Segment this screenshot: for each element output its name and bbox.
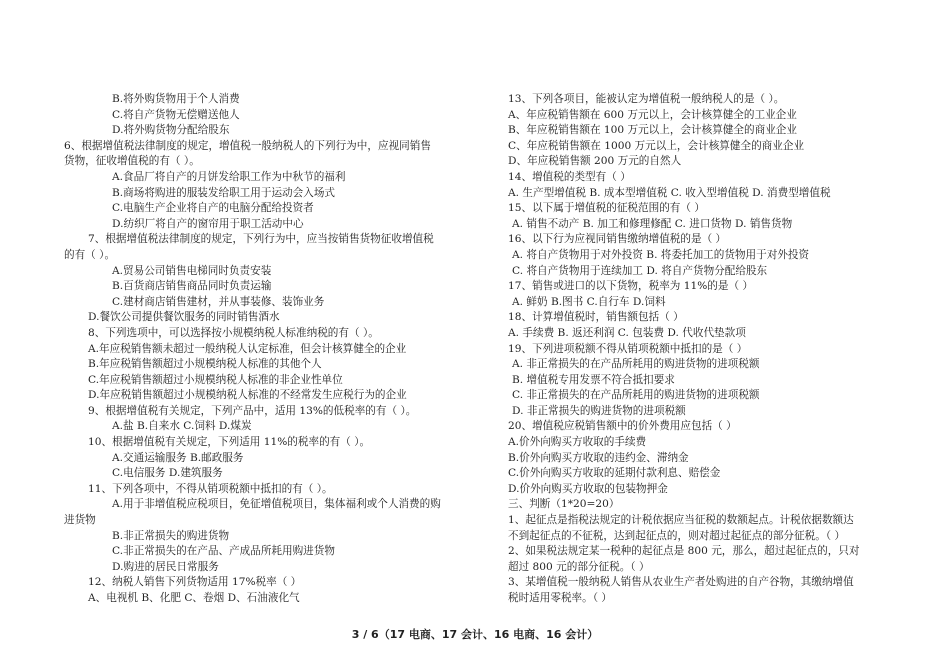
text-line: 税时适用零税率。（ ） xyxy=(508,592,613,604)
text-line: 13、下列各项目，能被认定为增值税一般纳税人的是（ ）。 xyxy=(508,93,785,105)
text-line: 货物，征收增值税的有（ ）。 xyxy=(64,155,200,168)
page-footer: 3 / 6（17 电商、17 会计、16 电商、16 会计） xyxy=(351,628,599,641)
text-line: B.将外购货物用于个人消费 xyxy=(112,93,240,105)
text-line: C.非正常损失的在产品、产成品所耗用购进货物 xyxy=(112,545,335,558)
text-line: A.食品厂将自产的月饼发给职工作为中秋节的福利 xyxy=(112,170,346,183)
text-line: C.电脑生产企业将自产的电脑分配给投资者 xyxy=(112,202,314,215)
text-line: D.购进的居民日常服务 xyxy=(112,560,219,573)
text-line: A. 非正常损失的在产品所耗用的购进货物的进项税额 xyxy=(512,358,760,371)
text-line: 的有（ ）。 xyxy=(64,248,116,261)
text-line: 1、起征点是指税法规定的计税依据应当征税的数额起点。计税依据数额达 xyxy=(508,514,854,527)
text-line: A. 将自产货物用于对外投资 B. 将委托加工的货物用于对外投资 xyxy=(512,248,810,261)
text-line: 10、根据增值税有关规定，下列适用 11%的税率的有（ ）。 xyxy=(88,436,371,449)
text-line: C.年应税销售额超过小规模纳税人标准的非企业性单位 xyxy=(88,373,343,386)
text-line: D、年应税销售额 200 万元的自然人 xyxy=(508,155,682,168)
text-line: 9、根据增值税有关规定，下列产品中，适用 13%的低税率的有（ ）。 xyxy=(88,404,417,417)
text-line: A. 生产型增值税 B. 成本型增值税 C. 收入型增值税 D. 消费型增值税 xyxy=(508,186,831,199)
text-line: D. 非正常损失的购进货物的进项税额 xyxy=(512,404,686,417)
text-line: A.贸易公司销售电梯同时负责安装 xyxy=(112,264,272,277)
text-line: C.将自产货物无偿赠送他人 xyxy=(112,108,240,121)
text-line: B.百货商店销售商品同时负责运输 xyxy=(112,280,272,293)
text-line: A、电视机 B、化肥 C、卷烟 D、石油液化气 xyxy=(88,592,300,604)
text-line: D.价外向购买方收取的包装物押金 xyxy=(508,482,668,495)
text-line: 19、下列进项税额不得从销项税额中抵扣的是（ ） xyxy=(508,342,748,355)
text-line: 2、如果税法规定某一税种的起征点是 800 元，那么，超过起征点的，只对 xyxy=(508,545,860,558)
text-line: 18、计算增值税时，销售额包括（ ） xyxy=(508,311,684,324)
text-line: C.价外向购买方收取的延期付款利息、赔偿金 xyxy=(508,467,721,480)
text-line: C. 非正常损失的在产品所耗用的购进货物的进项税额 xyxy=(512,389,760,402)
text-line: A.盐 B.自来水 C.饲料 D.煤炭 xyxy=(112,420,252,433)
text-line: 6、根据增值税法律制度的规定，增值税一般纳税人的下列行为中，应视同销售 xyxy=(64,139,431,152)
text-line: 不到起征点的不征税，达到起征点的，则对超过起征点的部分征税。（ ） xyxy=(508,529,846,542)
text-line: B.年应税销售额超过小规模纳税人标准的其他个人 xyxy=(88,358,322,371)
text-line: 3、某增值税一般纳税人销售从农业生产者处购进的自产谷物，其缴纳增值 xyxy=(508,576,854,589)
text-line: 7、根据增值税法律制度的规定，下列行为中，应当按销售货物征收增值税 xyxy=(88,233,434,246)
text-line: 12、纳税人销售下列货物适用 17%税率（ ） xyxy=(88,576,302,589)
text-line: C、年应税销售额在 1000 万元以上，会计核算健全的商业企业 xyxy=(508,139,805,152)
text-line: B.商场将购进的服装发给职工用于运动会入场式 xyxy=(112,186,336,199)
text-line: 17、销售或进口的以下货物，税率为 11%的是（ ） xyxy=(508,280,754,293)
text-line: D.将外购货物分配给股东 xyxy=(112,124,230,137)
text-line: 8、下列选项中，可以选择按小规模纳税人标准纳税的有（ ）。 xyxy=(88,326,379,339)
text-line: C.电信服务 D.建筑服务 xyxy=(112,467,223,480)
text-line: D.年应税销售额超过小规模纳税人标准的不经常发生应税行为的企业 xyxy=(88,389,407,402)
text-line: 20、增值税应税销售额中的价外费用应包括（ ） xyxy=(508,420,737,433)
text-line: B. 增值税专用发票不符合抵扣要求 xyxy=(512,373,675,386)
text-line: A. 销售不动产 B. 加工和修理修配 C. 进口货物 D. 销售货物 xyxy=(512,217,793,230)
text-line: 三、判断（1*20=20） xyxy=(508,498,620,511)
text-line: 超过 800 元的部分征税。（ ） xyxy=(508,560,650,573)
text-line: 14、增值税的类型有（ ） xyxy=(508,170,631,183)
text-line: B.非正常损失的购进货物 xyxy=(112,529,230,542)
right-column xyxy=(508,92,908,607)
text-line: C.建材商店销售建材，并从事装修、装饰业务 xyxy=(112,295,325,308)
text-line: D.餐饮公司提供餐饮服务的同时销售酒水 xyxy=(88,311,280,324)
text-line: A.交通运输服务 B.邮政服务 xyxy=(112,451,244,464)
text-line: C. 将自产货物用于连续加工 D. 将自产货物分配给股东 xyxy=(512,264,768,277)
text-line: D.纺织厂将自产的窗帘用于职工活动中心 xyxy=(112,217,304,230)
text-line: B、年应税销售额在 100 万元以上，会计核算健全的商业企业 xyxy=(508,124,797,137)
text-line: 11、下列各项中，不得从销项税额中抵扣的有（ ）。 xyxy=(88,482,333,495)
text-line: 16、以下行为应视同销售缴纳增值税的是（ ） xyxy=(508,233,727,246)
text-line: B.价外向购买方收取的违约金、滞纳金 xyxy=(508,451,689,464)
text-line: A.价外向购买方收取的手续费 xyxy=(508,436,647,449)
text-line: A. 鲜奶 B.图书 C.自行车 D.饲料 xyxy=(512,295,666,308)
text-line: 15、以下属于增值税的征税范围的有（ ） xyxy=(508,202,705,215)
text-line: 进货物 xyxy=(64,514,96,527)
text-line: A.用于非增值税应税项目，免征增值税项目，集体福利或个人消费的购 xyxy=(112,498,441,511)
text-line: A. 手续费 B. 返还利润 C. 包装费 D. 代收代垫款项 xyxy=(508,326,746,339)
text-line: A、年应税销售额在 600 万元以上，会计核算健全的工业企业 xyxy=(508,108,797,121)
text-line: A.年应税销售额未超过一般纳税人认定标准，但会计核算健全的企业 xyxy=(88,342,407,355)
left-column xyxy=(64,92,474,607)
